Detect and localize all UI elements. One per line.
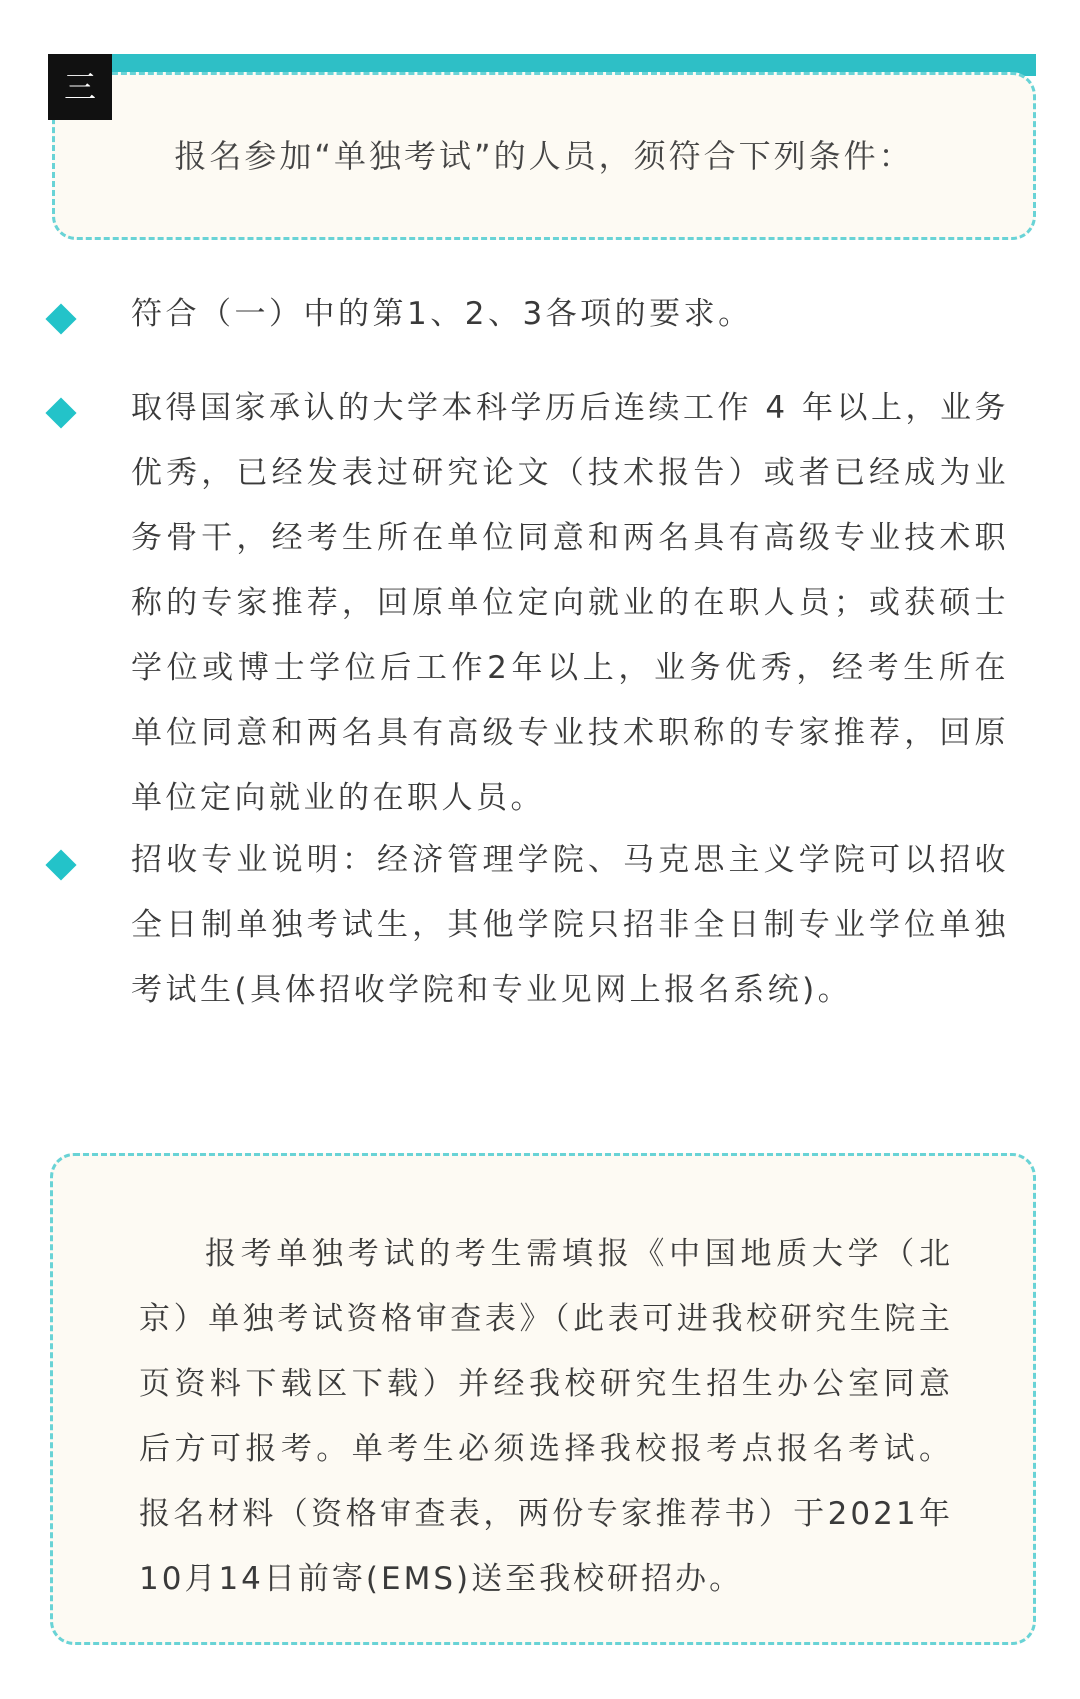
section-number: 三 xyxy=(48,54,112,120)
section-title-card xyxy=(52,72,1036,240)
diamond-bullet-icon xyxy=(45,849,76,880)
section-title: 报名参加“单独考试”的人员，须符合下列条件： xyxy=(174,137,914,175)
list-item-text: 符合（一）中的第1、2、3各项的要求。 xyxy=(131,296,753,332)
list-item-text: 招收专业说明：经济管理学院、马克思主义学院可以招收全日制单独考试生，其他学院只招非全日制专业学位单独考试生(具体招收学院和专业见网上报名系统)。 xyxy=(131,842,1009,1008)
list-item-text: 取得国家承认的大学本科学历后连续工作 4 年以上，业务优秀，已经发表过研究论文（技术报告）或者已经成为业务骨干，经考生所在单位同意和两名具有高级专业技术职称的专家推荐，回原单位定向就业的在职人员；或获硕士学位或博士学位后工作2年以上，业务优秀，经考生所在单位同意和两名具有高级专业技术职称的专家推荐，回原单位定向就业的在职人员。 xyxy=(131,390,1009,816)
diamond-bullet-icon xyxy=(45,397,76,428)
notice-card xyxy=(50,1153,1036,1645)
notice-text: 报考单独考试的考生需填报《中国地质大学（北京）单独考试资格审查表》（此表可进我校研究生院主页资料下载区下载）并经我校研究生招生办公室同意后方可报考。单考生必须选择我校报考点报名考试。报名材料（资格审查表，两份专家推荐书）于2021年10月14日前寄(EMS)送至我校研招办。 xyxy=(139,1236,953,1597)
diamond-bullet-icon xyxy=(45,303,76,334)
section-header xyxy=(48,54,1036,240)
